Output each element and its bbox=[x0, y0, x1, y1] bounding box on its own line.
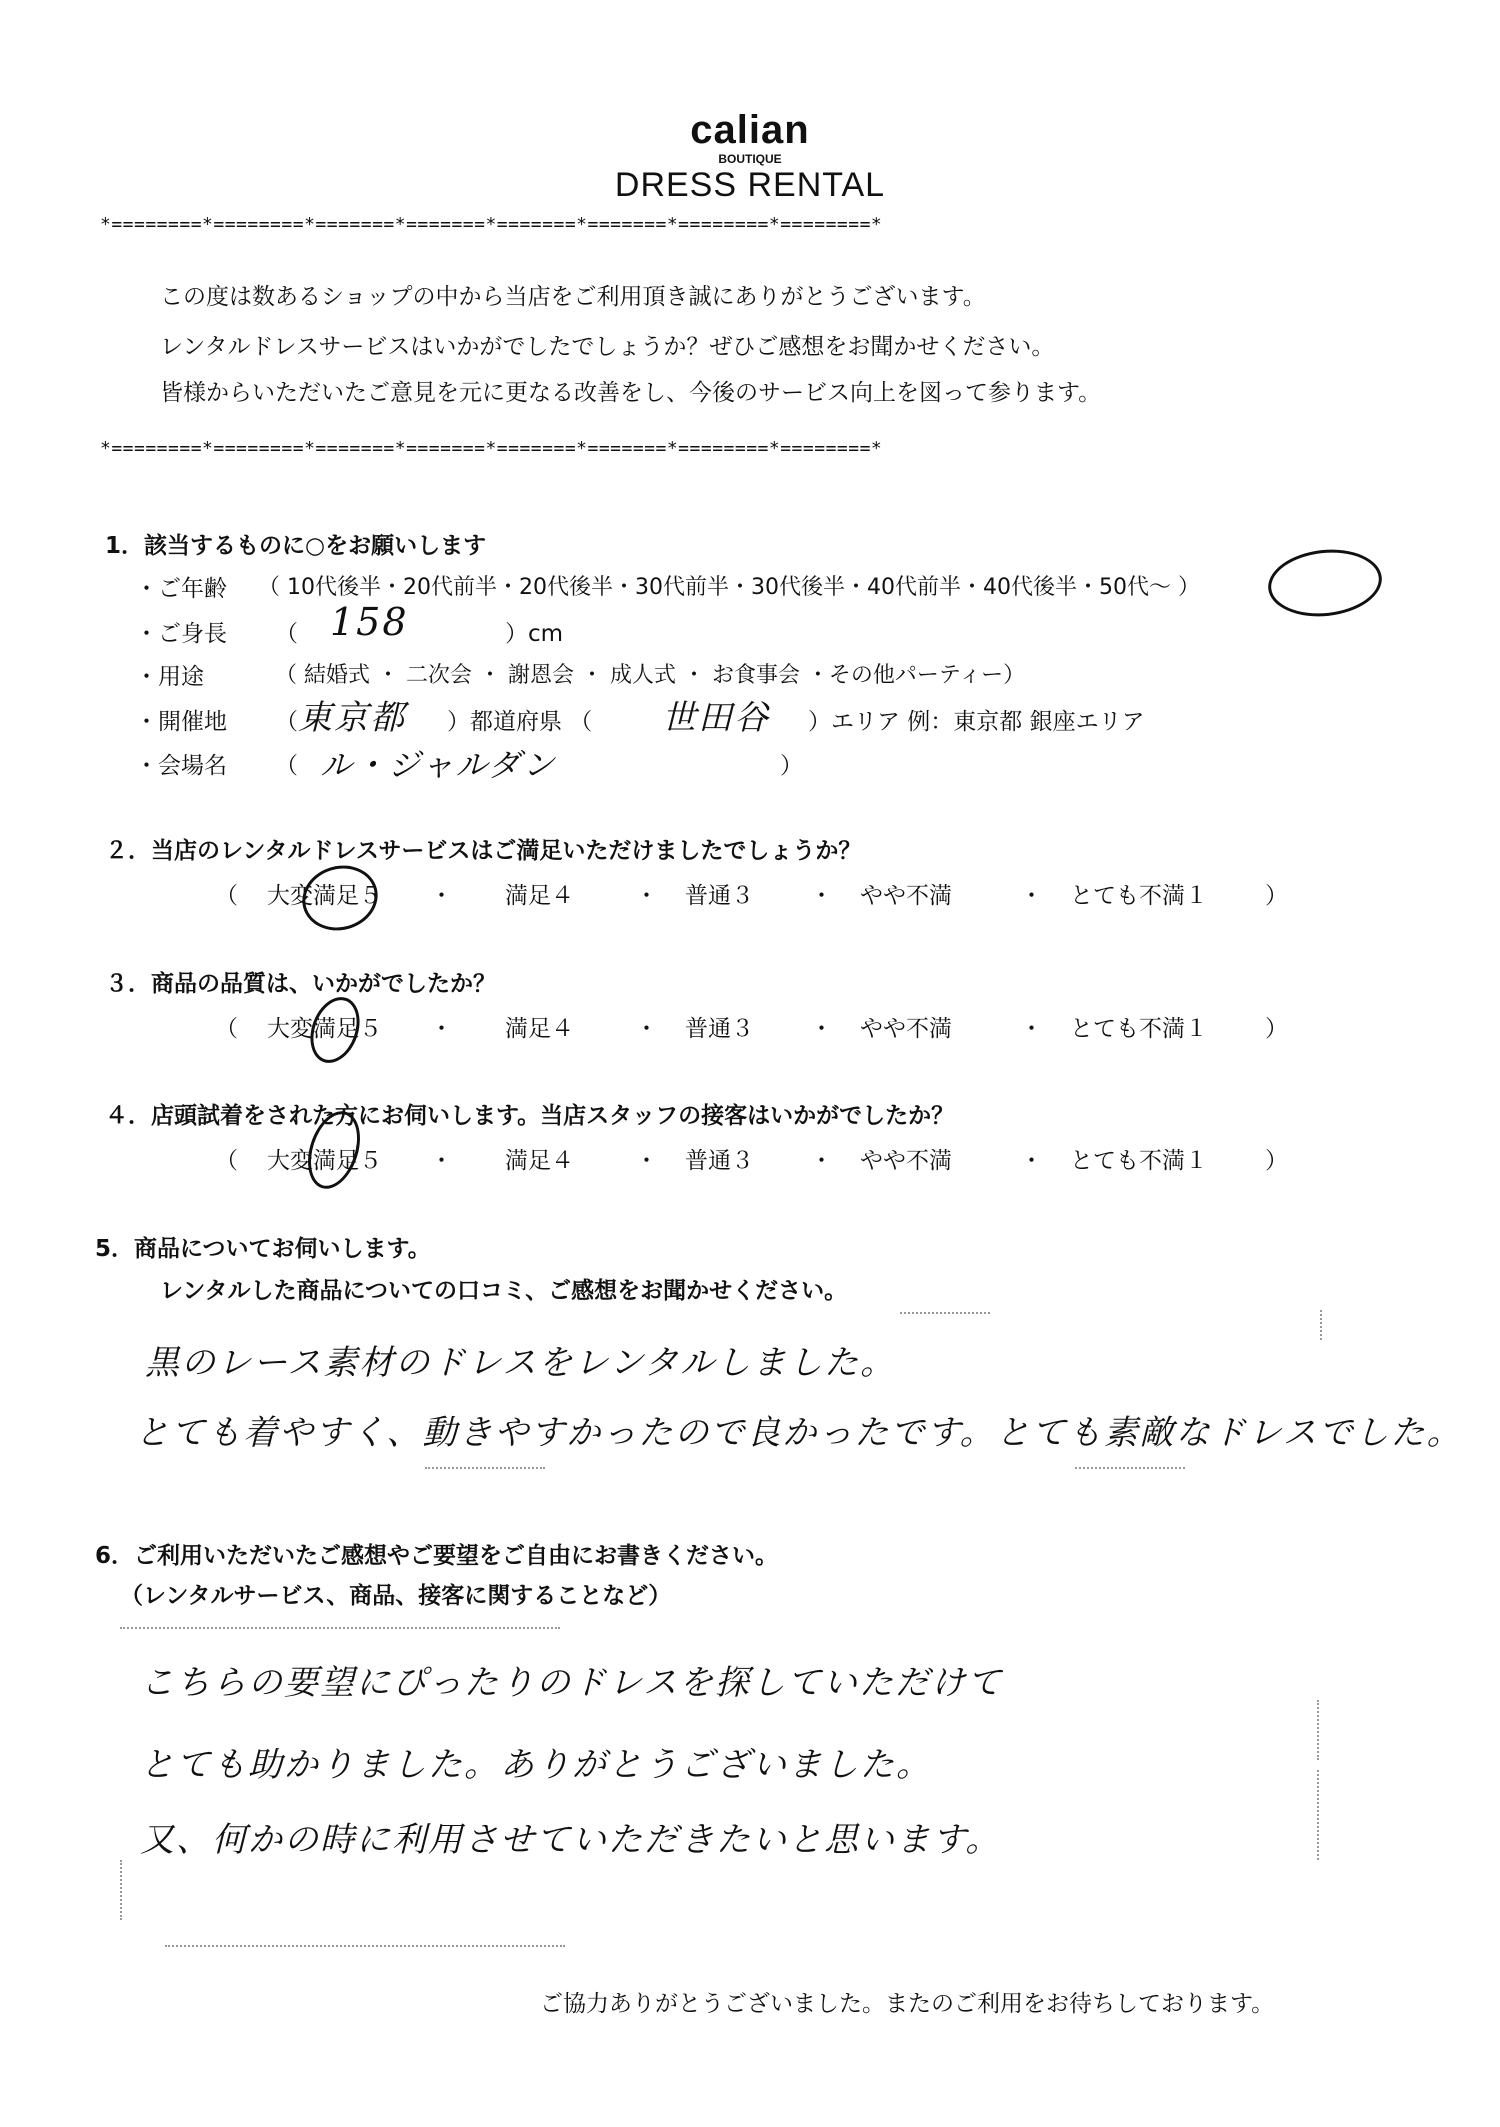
scale-close: ） bbox=[1265, 1148, 1288, 1174]
answer-box-border bbox=[1075, 1467, 1185, 1469]
answer-box-border bbox=[120, 1627, 560, 1629]
scale-dot: ・ bbox=[810, 1148, 833, 1174]
scale-option-1: とても不満１ bbox=[1070, 1148, 1208, 1174]
q6-subtitle: （レンタルサービス、商品、接客に関することなど） bbox=[120, 1583, 672, 1609]
age-label: ・ご年齢 bbox=[135, 576, 227, 602]
separator-bottom: *========*========*=======*=======*=======*=======*========*========* bbox=[100, 438, 883, 459]
separator-top: *========*========*=======*=======*=======*=======*========*========* bbox=[100, 214, 883, 235]
scale-dot: ・ bbox=[810, 1016, 833, 1042]
scale-option-4: 満足４ bbox=[505, 883, 574, 909]
brand-subtitle: BOUTIQUE bbox=[718, 152, 782, 166]
scale-option-3: 普通３ bbox=[685, 1016, 754, 1042]
answer-box-border bbox=[900, 1312, 990, 1314]
age-options: （ 10代後半・20代前半・20代後半・30代前半・30代後半・40代前半・40代後半・50代～ ） bbox=[258, 575, 1200, 600]
q2-selection-circle bbox=[295, 857, 385, 938]
scale-option-2: やや不満 bbox=[860, 883, 952, 909]
scale-option-4: 満足４ bbox=[505, 1016, 574, 1042]
scale-option-4: 満足４ bbox=[505, 1148, 574, 1174]
scale-option-5: 大変満足５ bbox=[267, 1148, 382, 1174]
scale-option-1: とても不満１ bbox=[1070, 1016, 1208, 1042]
q5-answer-line-1: 黒のレース素材のドレスをレンタルしました。 bbox=[145, 1343, 897, 1383]
scale-option-2: やや不満 bbox=[860, 1016, 952, 1042]
scale-open: （ bbox=[215, 883, 238, 909]
scale-dot: ・ bbox=[430, 883, 453, 909]
height-label: ・ご身長 bbox=[135, 621, 227, 647]
q6-title: 6．ご利用いただいたご感想やご要望をご自由にお書きください。 bbox=[95, 1543, 779, 1569]
venue-label: ・開催地 bbox=[135, 709, 227, 735]
hall-label: ・会場名 bbox=[135, 753, 227, 779]
venue-area-suffix: ）エリア 例：東京都 銀座エリア bbox=[808, 709, 1145, 735]
scale-dot: ・ bbox=[1020, 883, 1043, 909]
scale-open: （ bbox=[215, 1016, 238, 1042]
height-open: （ bbox=[275, 621, 298, 647]
scale-close: ） bbox=[1265, 883, 1288, 909]
hall-open: （ bbox=[275, 753, 298, 779]
closing-message: ご協力ありがとうございました。またのご利用をお待ちしております。 bbox=[540, 1991, 1275, 2017]
scale-dot: ・ bbox=[1020, 1148, 1043, 1174]
scale-option-2: やや不満 bbox=[860, 1148, 952, 1174]
height-unit: ）cm bbox=[505, 621, 564, 647]
height-value: 158 bbox=[330, 600, 409, 644]
q4-scale bbox=[215, 1142, 1295, 1176]
scale-dot: ・ bbox=[1020, 1016, 1043, 1042]
scale-dot: ・ bbox=[635, 1148, 658, 1174]
q2-title: ２．当店のレンタルドレスサービスはご満足いただけましたでしょうか？ bbox=[105, 838, 862, 864]
intro-line-3: 皆様からいただいたご意見を元に更なる改善をし、今後のサービス向上を図って参ります。 bbox=[160, 380, 1102, 406]
scale-option-5: 大変満足５ bbox=[267, 1016, 382, 1042]
q3-selection-circle bbox=[302, 990, 368, 1070]
intro-line-1: この度は数あるショップの中から当店をご利用頂き誠にありがとうございます。 bbox=[160, 284, 986, 310]
venue-open: （ bbox=[275, 709, 298, 735]
age-selection-circle bbox=[1265, 544, 1385, 622]
intro-line-2: レンタルドレスサービスはいかがでしたでしょうか？ぜひご感想をお聞かせください。 bbox=[160, 334, 1055, 360]
scale-open: （ bbox=[215, 1148, 238, 1174]
hall-close: ） bbox=[780, 753, 803, 779]
purpose-options: （ 結婚式 ・ 二次会 ・ 謝恩会 ・ 成人式 ・ お食事会 ・その他パーティー） bbox=[275, 663, 1026, 688]
scale-option-3: 普通３ bbox=[685, 883, 754, 909]
scale-dot: ・ bbox=[430, 1016, 453, 1042]
q1-title: 1．該当するものに○をお願いします bbox=[105, 533, 487, 559]
q5-title: 5．商品についてお伺いします。 bbox=[95, 1236, 431, 1262]
q4-title: ４．店頭試着をされた方にお伺いします。当店スタッフの接客はいかがでしたか？ bbox=[105, 1103, 955, 1129]
scale-option-3: 普通３ bbox=[685, 1148, 754, 1174]
q6-answer-line-1: こちらの要望にぴったりのドレスを探していただけて bbox=[140, 1663, 1003, 1703]
q6-answer-line-2: とても助かりました。ありがとうございました。 bbox=[140, 1745, 932, 1785]
scale-dot: ・ bbox=[635, 883, 658, 909]
scale-option-1: とても不満１ bbox=[1070, 883, 1208, 909]
venue-prefecture: 東京都 bbox=[298, 698, 406, 738]
q3-scale bbox=[215, 1010, 1295, 1044]
answer-box-border bbox=[120, 1860, 122, 1920]
venue-area: 世田谷 bbox=[662, 698, 770, 738]
answer-box-border bbox=[425, 1467, 545, 1469]
answer-box-border bbox=[165, 1945, 565, 1947]
q6-answer-line-3: 又、何かの時に利用させていただきたいと思います。 bbox=[140, 1820, 1002, 1860]
answer-box-border bbox=[1317, 1700, 1319, 1760]
q3-title: ３．商品の品質は、いかがでしたか？ bbox=[105, 971, 496, 997]
q5-answer-line-2: とても着やすく、動きやすかったので良かったです。とても素敵なドレスでした。 bbox=[135, 1413, 1463, 1453]
scale-dot: ・ bbox=[635, 1016, 658, 1042]
scale-dot: ・ bbox=[810, 883, 833, 909]
q5-subtitle: レンタルした商品についての口コミ、ご感想をお聞かせください。 bbox=[160, 1278, 848, 1304]
venue-prefecture-suffix: ）都道府県 （ bbox=[447, 709, 593, 735]
answer-box-border bbox=[1317, 1770, 1319, 1860]
scale-dot: ・ bbox=[430, 1148, 453, 1174]
hall-value: ル・ジャルダン bbox=[320, 746, 557, 784]
brand-logo: calian bbox=[690, 108, 810, 152]
scale-option-5: 大変満足５ bbox=[267, 883, 382, 909]
document-title: DRESS RENTAL bbox=[614, 166, 886, 204]
scale-close: ） bbox=[1265, 1016, 1288, 1042]
purpose-label: ・用途 bbox=[135, 664, 204, 690]
answer-box-border bbox=[1320, 1310, 1322, 1340]
